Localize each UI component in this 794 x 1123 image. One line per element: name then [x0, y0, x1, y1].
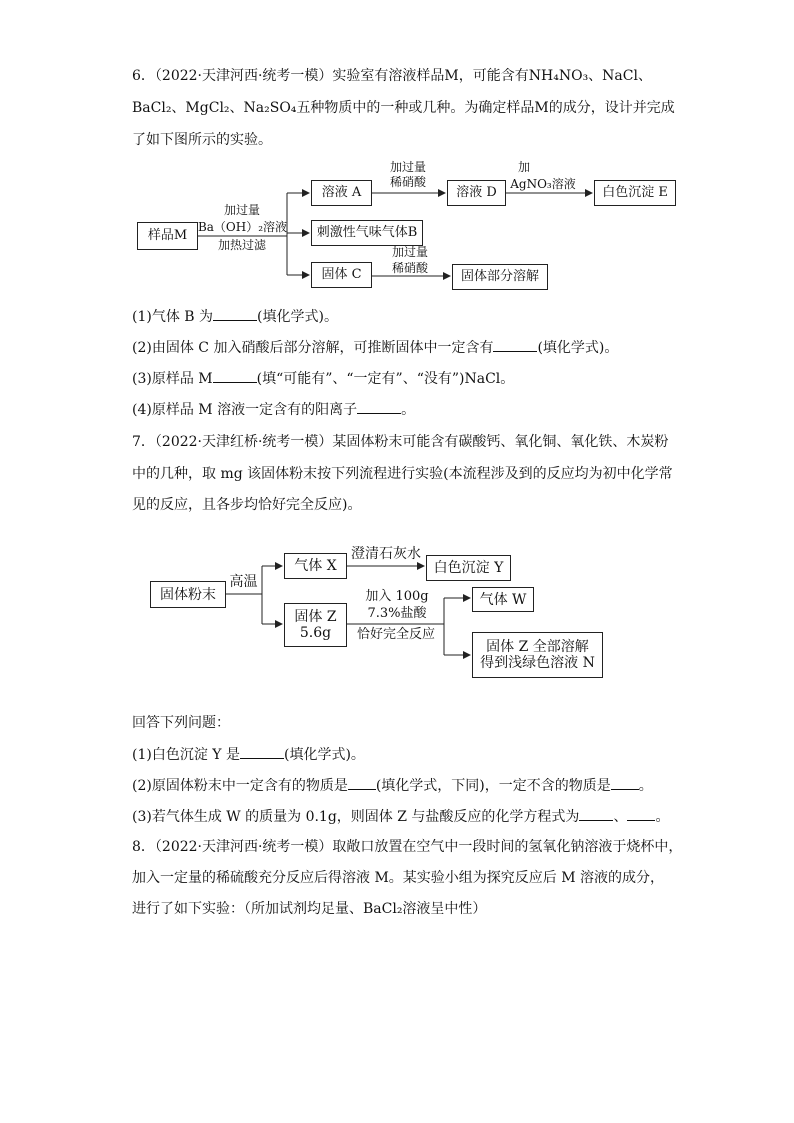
- q6-line-2: BaCl₂、MgCl₂、Na₂SO₄五种物质中的一种或几种。为确定样品M的成分，设计并完成: [132, 100, 675, 116]
- result-line-2: 得到浅绿色溶液 N: [480, 655, 595, 671]
- reagent1-label-a: 加过量: [223, 203, 260, 217]
- solid-z-label: 固体 Z: [294, 609, 337, 625]
- partial-dissolve-box: 固体部分溶解: [452, 264, 548, 290]
- q6-line-1: 6．（2022·天津河西·统考一模）实验室有溶液样品M，可能含有NH₄NO₃、NaCl、: [132, 68, 652, 84]
- white-precipitate-y-box: 白色沉淀 Y: [426, 555, 511, 581]
- result-n-box: [472, 632, 603, 678]
- q7-sub-1-suffix: (填化学式)。: [283, 747, 365, 763]
- q6-line-3: 了如下图所示的实验。: [132, 132, 272, 148]
- q7-sub-3: [132, 806, 669, 827]
- answer-blank[interactable]: [213, 306, 257, 321]
- reagent2-label-a: 加过量: [389, 160, 426, 174]
- reagent4-label-a: 加过量: [391, 245, 428, 259]
- sample-m-box: 样品M: [137, 222, 198, 250]
- q6-sub-2-suffix: (填化学式)。: [537, 340, 619, 356]
- q7-sub-3-text: (3)若气体生成 W 的质量为 0.1g，则固体 Z 与盐酸反应的化学方程式为: [132, 809, 580, 825]
- acid-label-c: 恰好完全反应: [356, 627, 435, 642]
- q7-line-3: 见的反应，且各步均恰好完全反应)。: [132, 497, 362, 513]
- result-line-1: 固体 Z 全部溶解: [486, 639, 589, 655]
- white-precipitate-e-box: 白色沉淀 E: [594, 180, 676, 206]
- q7-line-2: 中的几种，取 mg 该固体粉末按下列流程进行实验(本流程涉及到的反应均为初中化学常: [132, 466, 673, 482]
- answer-blank[interactable]: [611, 775, 639, 790]
- q6-sub-1-text: (1)气体 B 为: [132, 309, 214, 325]
- q6-sub-4-text: (4)原样品 M 溶液一定含有的阳离子: [132, 402, 358, 418]
- solution-d-box: 溶液 D: [447, 180, 506, 206]
- q7-sub-1-text: (1)白色沉淀 Y 是: [132, 747, 240, 763]
- gas-x-box: 气体 X: [284, 553, 347, 579]
- answer-blank[interactable]: [348, 775, 376, 790]
- q6-sub-4: [132, 399, 415, 420]
- q6-sub-3: [132, 368, 514, 389]
- q6-sub-2-text: (2)由固体 C 加入硝酸后部分溶解，可推断固体中一定含有: [132, 340, 494, 356]
- answer-blank[interactable]: [240, 744, 284, 759]
- solid-z-mass: 5.6g: [299, 625, 332, 641]
- answer-blank[interactable]: [493, 337, 537, 352]
- gas-b-box: 刺激性气味气体B: [311, 220, 423, 246]
- high-temp-label: 高温: [229, 574, 258, 590]
- q7-sub-1: [132, 744, 365, 765]
- reagent3-label-a: 加: [517, 160, 530, 174]
- reagent1-label-c: 加热过滤: [217, 238, 266, 252]
- acid-label-a: 加入 100g: [365, 589, 429, 604]
- answer-blank[interactable]: [213, 368, 257, 383]
- q8-line-1: 8．（2022·天津河西·统考一模）取敞口放置在空气中一段时间的氢氧化钠溶液于烧杯中，: [132, 839, 683, 855]
- q7-sub-2: [132, 775, 653, 796]
- q6-sub-3-suffix: (填“可能有”、“一定有”、“没有”)NaCl。: [256, 371, 515, 387]
- gas-w-box: 气体 W: [472, 587, 534, 612]
- q6-sub-2: [132, 337, 618, 358]
- answer-blank[interactable]: [579, 806, 613, 821]
- solution-a-box: 溶液 A: [311, 180, 372, 206]
- reagent4-label-b: 稀硝酸: [391, 261, 428, 275]
- q7-sub-2-suffix: 。: [638, 778, 653, 794]
- q6-sub-3-text: (3)原样品 M: [132, 371, 213, 387]
- q6-sub-1-suffix: (填化学式)。: [257, 309, 338, 325]
- q7-line-1: 7．（2022·天津红桥·统考一模）某固体粉末可能含有碳酸钙、氧化铜、氧化铁、木炭粉: [132, 434, 669, 450]
- limewater-label: 澄清石灰水: [351, 546, 421, 562]
- q7-sub-2-text: (2)原固体粉末中一定含有的物质是: [132, 778, 348, 794]
- solid-powder-box: 固体粉末: [150, 581, 226, 608]
- q7-answer-intro: 回答下列问题：: [132, 715, 230, 731]
- solid-z-box: [284, 603, 347, 647]
- q7-sub-3-sep: 、: [613, 809, 628, 825]
- q8-line-3: 进行了如下实验：（所加试剂均足量、BaCl₂溶液呈中性）: [132, 901, 487, 917]
- q8-line-2: 加入一定量的稀硫酸充分反应后得溶液 M。某实验小组为探究反应后 M 溶液的成分，: [132, 870, 665, 886]
- reagent2-label-b: 稀硝酸: [389, 175, 426, 189]
- solid-c-box: 固体 C: [311, 262, 372, 288]
- answer-blank[interactable]: [627, 806, 655, 821]
- q7-sub-3-suffix: 。: [655, 809, 670, 825]
- answer-blank[interactable]: [357, 399, 401, 414]
- reagent1-label-b: Ba（OH）₂溶液: [197, 220, 288, 234]
- acid-label-b: 7.3%盐酸: [367, 606, 427, 621]
- q6-sub-1: [132, 306, 338, 327]
- q7-sub-2-mid: (填化学式，下同)，一定不含的物质是: [375, 778, 611, 794]
- reagent3-label-b: AgNO₃溶液: [510, 177, 576, 191]
- q6-sub-4-suffix: 。: [401, 402, 416, 418]
